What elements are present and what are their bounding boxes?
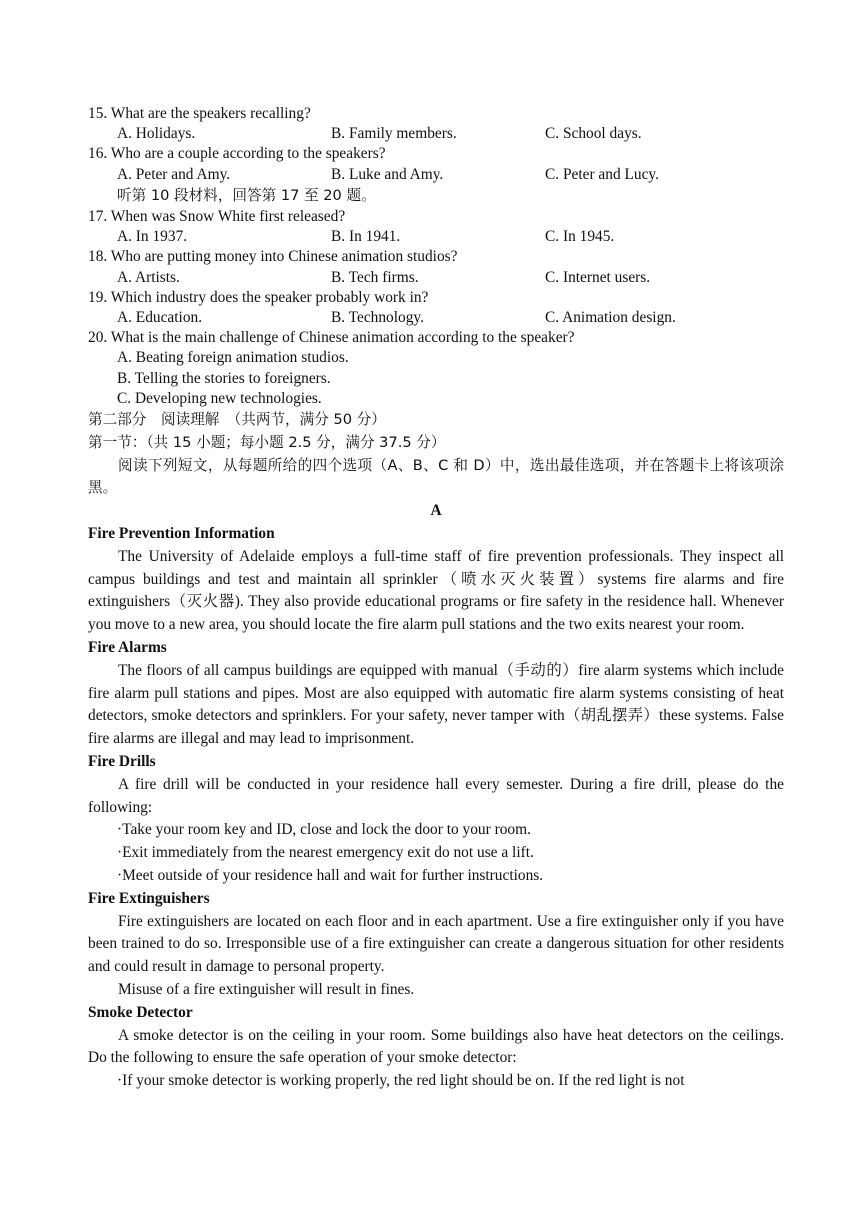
fire-extinguishers-heading: Fire Extinguishers xyxy=(88,889,210,907)
fire-alarms-heading: Fire Alarms xyxy=(88,639,167,657)
question-16-options xyxy=(88,165,784,185)
question-18-stem: 18. Who are putting money into Chinese animation studios? xyxy=(88,248,458,266)
drill-item: ·Meet outside of your residence hall and wait for further instructions. xyxy=(117,866,544,884)
option-c: C. Internet users. xyxy=(545,268,651,286)
option-b: B. Technology. xyxy=(331,309,424,327)
option-c: C. School days. xyxy=(545,125,642,143)
option-b: B. Luke and Amy. xyxy=(331,165,444,183)
option-a: A. Education. xyxy=(117,309,203,327)
document-page xyxy=(88,104,784,1093)
section1-title: 第一节：（共 15 小题；每小题 2.5 分，满分 37.5 分） xyxy=(88,433,446,451)
option-a: A. In 1937. xyxy=(117,228,188,246)
option-c: C. Developing new technologies. xyxy=(117,389,322,407)
fire-extinguishers-text-2: Misuse of a fire extinguisher will result in fines. xyxy=(118,980,415,998)
smoke-detector-text: A smoke detector is on the ceiling in your room. Some buildings also have heat detectors on the ceilings. Do the following to ensure the safe operation of your smoke detector: xyxy=(88,1026,784,1067)
fire-extinguishers-text: Fire extinguishers are located on each floor and in each apartment. Use a fire extinguisher only if you have been trained to do so. Irresponsible use of a fire extinguisher can create a dangerous situation for other residents and could result in damage to personal property. xyxy=(88,912,784,976)
question-19-options xyxy=(88,308,784,328)
question-17-stem: 17. When was Snow White first released? xyxy=(88,208,346,226)
question-15-options xyxy=(88,124,784,144)
part2-title: 第二部分 阅读理解 （共两节，满分 50 分） xyxy=(88,411,386,429)
fire-drills-heading: Fire Drills xyxy=(88,753,156,770)
drill-item: ·Exit immediately from the nearest emergency exit do not use a lift. xyxy=(117,844,534,862)
smoke-detector-heading: Smoke Detector xyxy=(88,1003,193,1021)
smoke-detector-item: ·If your smoke detector is working properly, the red light should be on. If the red light is not xyxy=(117,1072,685,1090)
question-17-options xyxy=(88,227,784,247)
passage-title: Fire Prevention Information xyxy=(88,525,275,543)
option-b: B. In 1941. xyxy=(331,228,401,246)
option-c: C. Animation design. xyxy=(545,309,676,327)
option-a: A. Artists. xyxy=(117,268,180,286)
fire-drills-text: A fire drill will be conducted in your residence hall every semester. During a fire drill, please do the following: xyxy=(88,775,784,816)
drill-item: ·Take your room key and ID, close and lock the door to your room. xyxy=(117,821,531,839)
option-a: A. Peter and Amy. xyxy=(117,165,231,183)
question-19-stem: 19. Which industry does the speaker probably work in? xyxy=(88,288,429,306)
question-18-options xyxy=(88,268,784,288)
question-15-stem: 15. What are the speakers recalling? xyxy=(88,105,311,122)
option-b: B. Telling the stories to foreigners. xyxy=(117,369,331,387)
fire-alarms-text: The floors of all campus buildings are equipped with manual（手动的）fire alarm systems which include fire alarm pull stations and pipes. Most are also equipped with automatic fire alarm systems consisting of heat detectors, smoke detectors and sprinklers. For your safety, never tamper with（胡乱摆弄）these systems. False fire alarms are illegal and may lead to imprisonment. xyxy=(88,661,784,748)
passage-intro: The University of Adelaide employs a full-time staff of fire prevention professionals. They inspect all campus buildings and test and maintain all sprinkler（喷水灭火装置）systems fire alarms and fire extinguishers（灭火器). They also provide educational programs or fire safety in the residence hall. Whenever you move to a new area, you should locate the fire alarm pull stations and the two exits nearest your room. xyxy=(88,547,784,634)
option-a: A. Beating foreign animation studios. xyxy=(117,349,349,367)
question-16-stem: 16. Who are a couple according to the speakers? xyxy=(88,145,386,163)
option-b: B. Tech firms. xyxy=(331,268,419,286)
passage-label: A xyxy=(430,502,442,520)
question-20-stem: 20. What is the main challenge of Chinese animation according to the speaker? xyxy=(88,329,575,347)
section1-instruction: 阅读下列短文，从每题所给的四个选项（A、B、C 和 D）中，选出最佳选项，并在答题卡上将该项涂黑。 xyxy=(88,456,784,497)
option-b: B. Family members. xyxy=(331,125,457,143)
option-a: A. Holidays. xyxy=(117,125,196,143)
listening-instruction: 听第 10 段材料，回答第 17 至 20 题。 xyxy=(117,186,376,204)
option-c: C. In 1945. xyxy=(545,228,615,246)
option-c: C. Peter and Lucy. xyxy=(545,165,659,183)
